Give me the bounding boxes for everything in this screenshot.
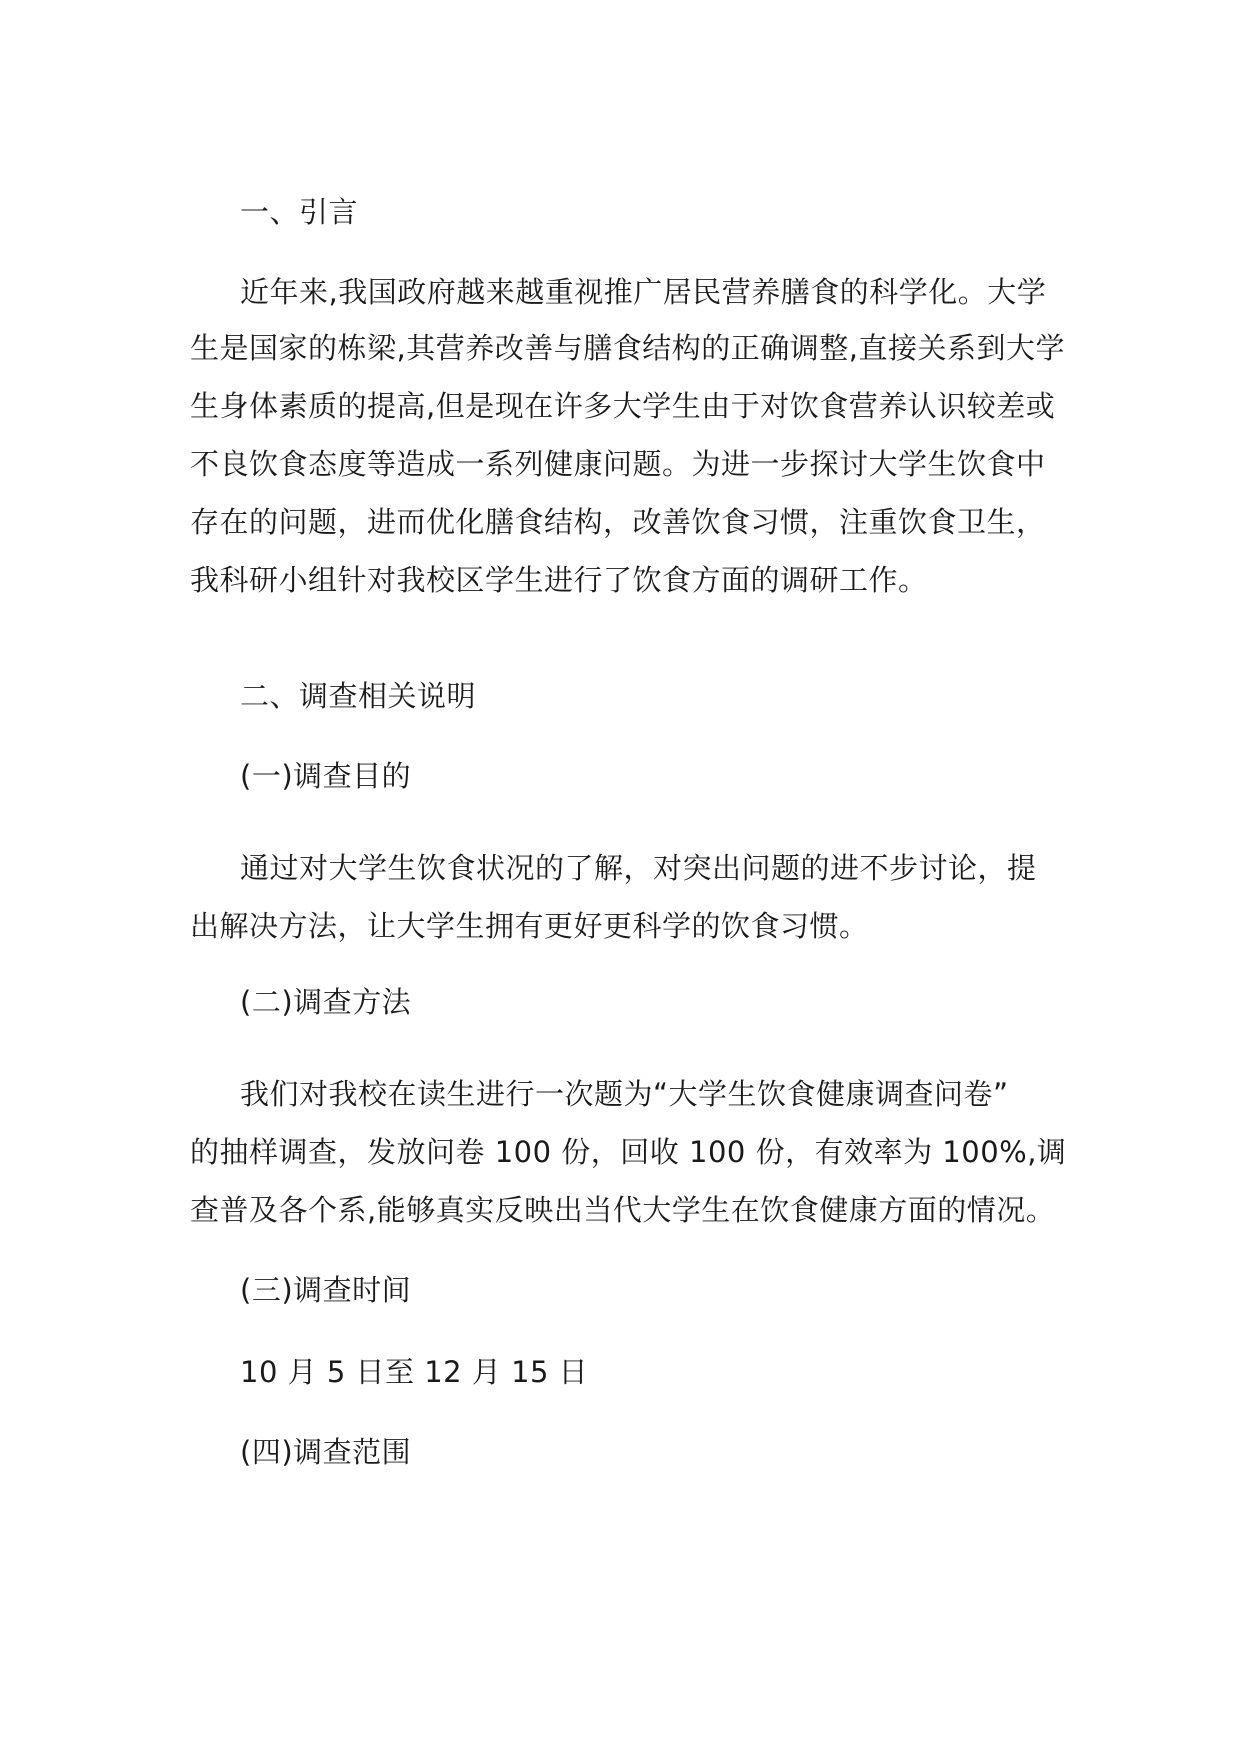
subsection-heading-time: (三)调查时间 [240, 1273, 412, 1307]
paragraph-line: 我科研小组针对我校区学生进行了饮食方面的调研工作。 [190, 563, 928, 597]
subsection-heading-method: (二)调查方法 [240, 985, 412, 1019]
paragraph-line: 生身体素质的提高,但是现在许多大学生由于对饮食营养认识较差或 [190, 389, 1056, 423]
subsection-heading-scope: (四)调查范围 [240, 1435, 412, 1469]
paragraph-line: 存在的问题，进而优化膳食结构，改善饮食习惯，注重饮食卫生， [190, 505, 1046, 539]
survey-dates: 10 月 5 日至 12 月 15 日 [240, 1355, 589, 1389]
paragraph-line: 出解决方法，让大学生拥有更好更科学的饮食习惯。 [190, 909, 869, 943]
paragraph-line: 查普及各个系,能够真实反映出当代大学生在饮食健康方面的情况。 [190, 1193, 1056, 1227]
section-heading-survey-notes: 二、调查相关说明 [240, 679, 477, 713]
paragraph-line: 通过对大学生饮食状况的了解，对突出问题的进不步讨论，提 [240, 851, 1037, 885]
paragraph-line: 近年来,我国政府越来越重视推广居民营养膳食的科学化。大学 [240, 275, 1047, 309]
paragraph-line: 我们对我校在读生进行一次题为“大学生饮食健康调查问卷” [240, 1077, 1009, 1111]
section-heading-introduction: 一、引言 [240, 195, 359, 229]
paragraph-line: 生是国家的栋梁,其营养改善与膳食结构的正确调整,直接关系到大学 [190, 331, 1065, 365]
paragraph-line: 的抽样调查，发放问卷 100 份，回收 100 份，有效率为 100%,调 [190, 1135, 1067, 1169]
paragraph-line: 不良饮食态度等造成一系列健康问题。为进一步探讨大学生饮食中 [190, 447, 1046, 481]
subsection-heading-purpose: (一)调查目的 [240, 759, 412, 793]
